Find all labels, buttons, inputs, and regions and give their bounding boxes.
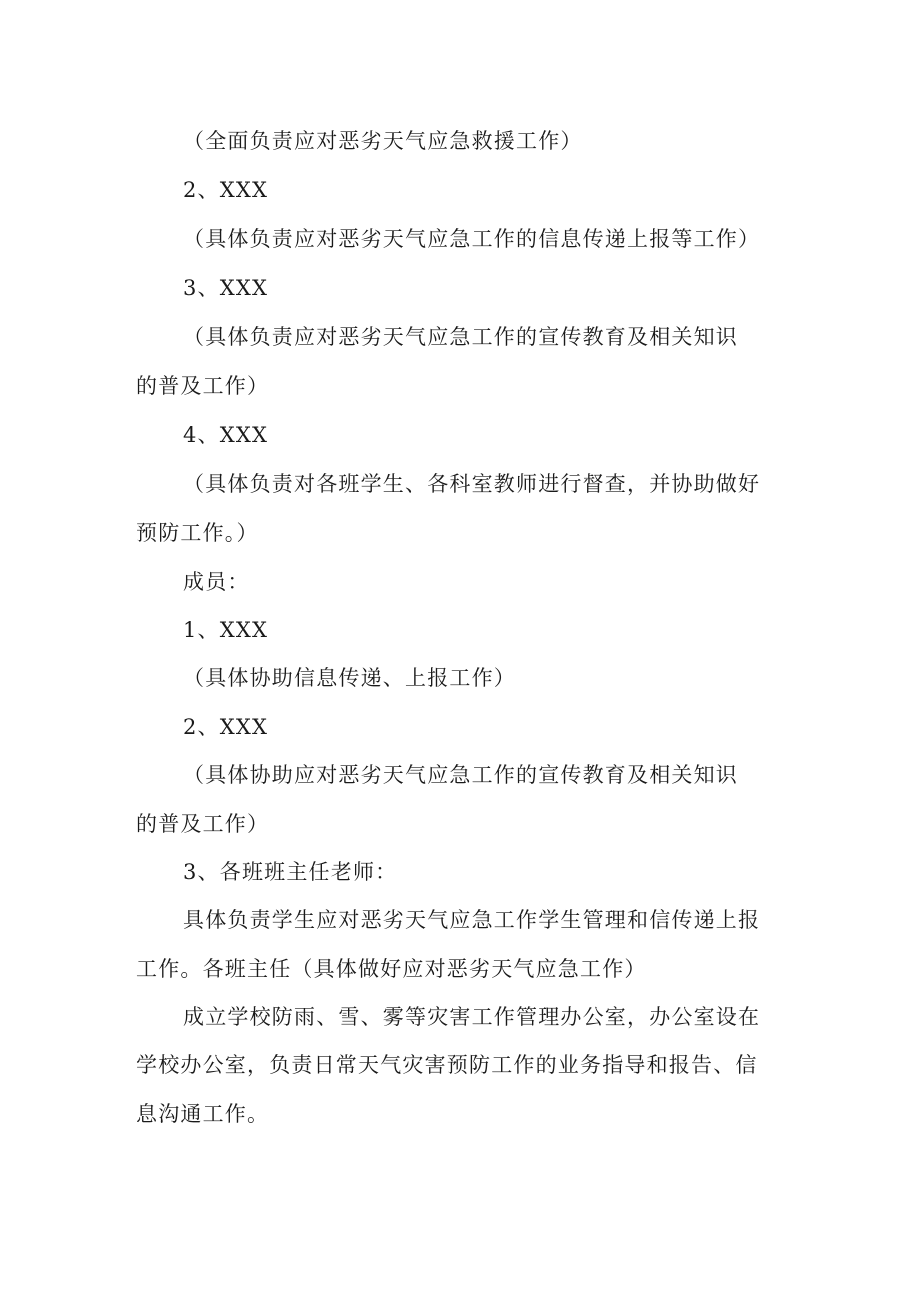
text-line: 预防工作。） [136,521,259,545]
text-line: 息沟通工作。 [136,1102,270,1126]
text-line: 成立学校防雨、雪、雾等灾害工作管理办公室，办公室设在 [183,1005,761,1029]
text-line: （具体负责应对恶劣天气应急工作的信息传递上报等工作） [183,227,761,251]
text-line: （具体负责应对恶劣天气应急工作的宣传教育及相关知识 [183,325,738,349]
text-line: 工作。各班主任（具体做好应对恶劣天气应急工作） [136,957,647,981]
text-line: 1、XXX [183,618,269,642]
text-line: （具体协助信息传递、上报工作） [183,666,516,690]
text-line: 3、XXX [183,276,269,300]
text-line: 成员： [183,570,250,594]
text-line: 学校办公室，负责日常天气灾害预防工作的业务指导和报告、信 [136,1053,758,1077]
text-line: 的普及工作） [136,812,270,836]
text-line: （具体协助应对恶劣天气应急工作的宣传教育及相关知识 [183,763,738,787]
text-line: （全面负责应对恶劣天气应急救援工作） [183,129,583,153]
text-line: 的普及工作） [136,374,270,398]
text-line: （具体负责对各班学生、各科室教师进行督查，并协助做好 [183,472,761,496]
text-line: 具体负责学生应对恶劣天气应急工作学生管理和信传递上报 [183,908,761,932]
text-line: 4、XXX [183,423,269,447]
text-line: 3、各班班主任老师： [183,860,398,884]
text-line: 2、XXX [183,715,269,739]
text-line: 2、XXX [183,178,269,202]
